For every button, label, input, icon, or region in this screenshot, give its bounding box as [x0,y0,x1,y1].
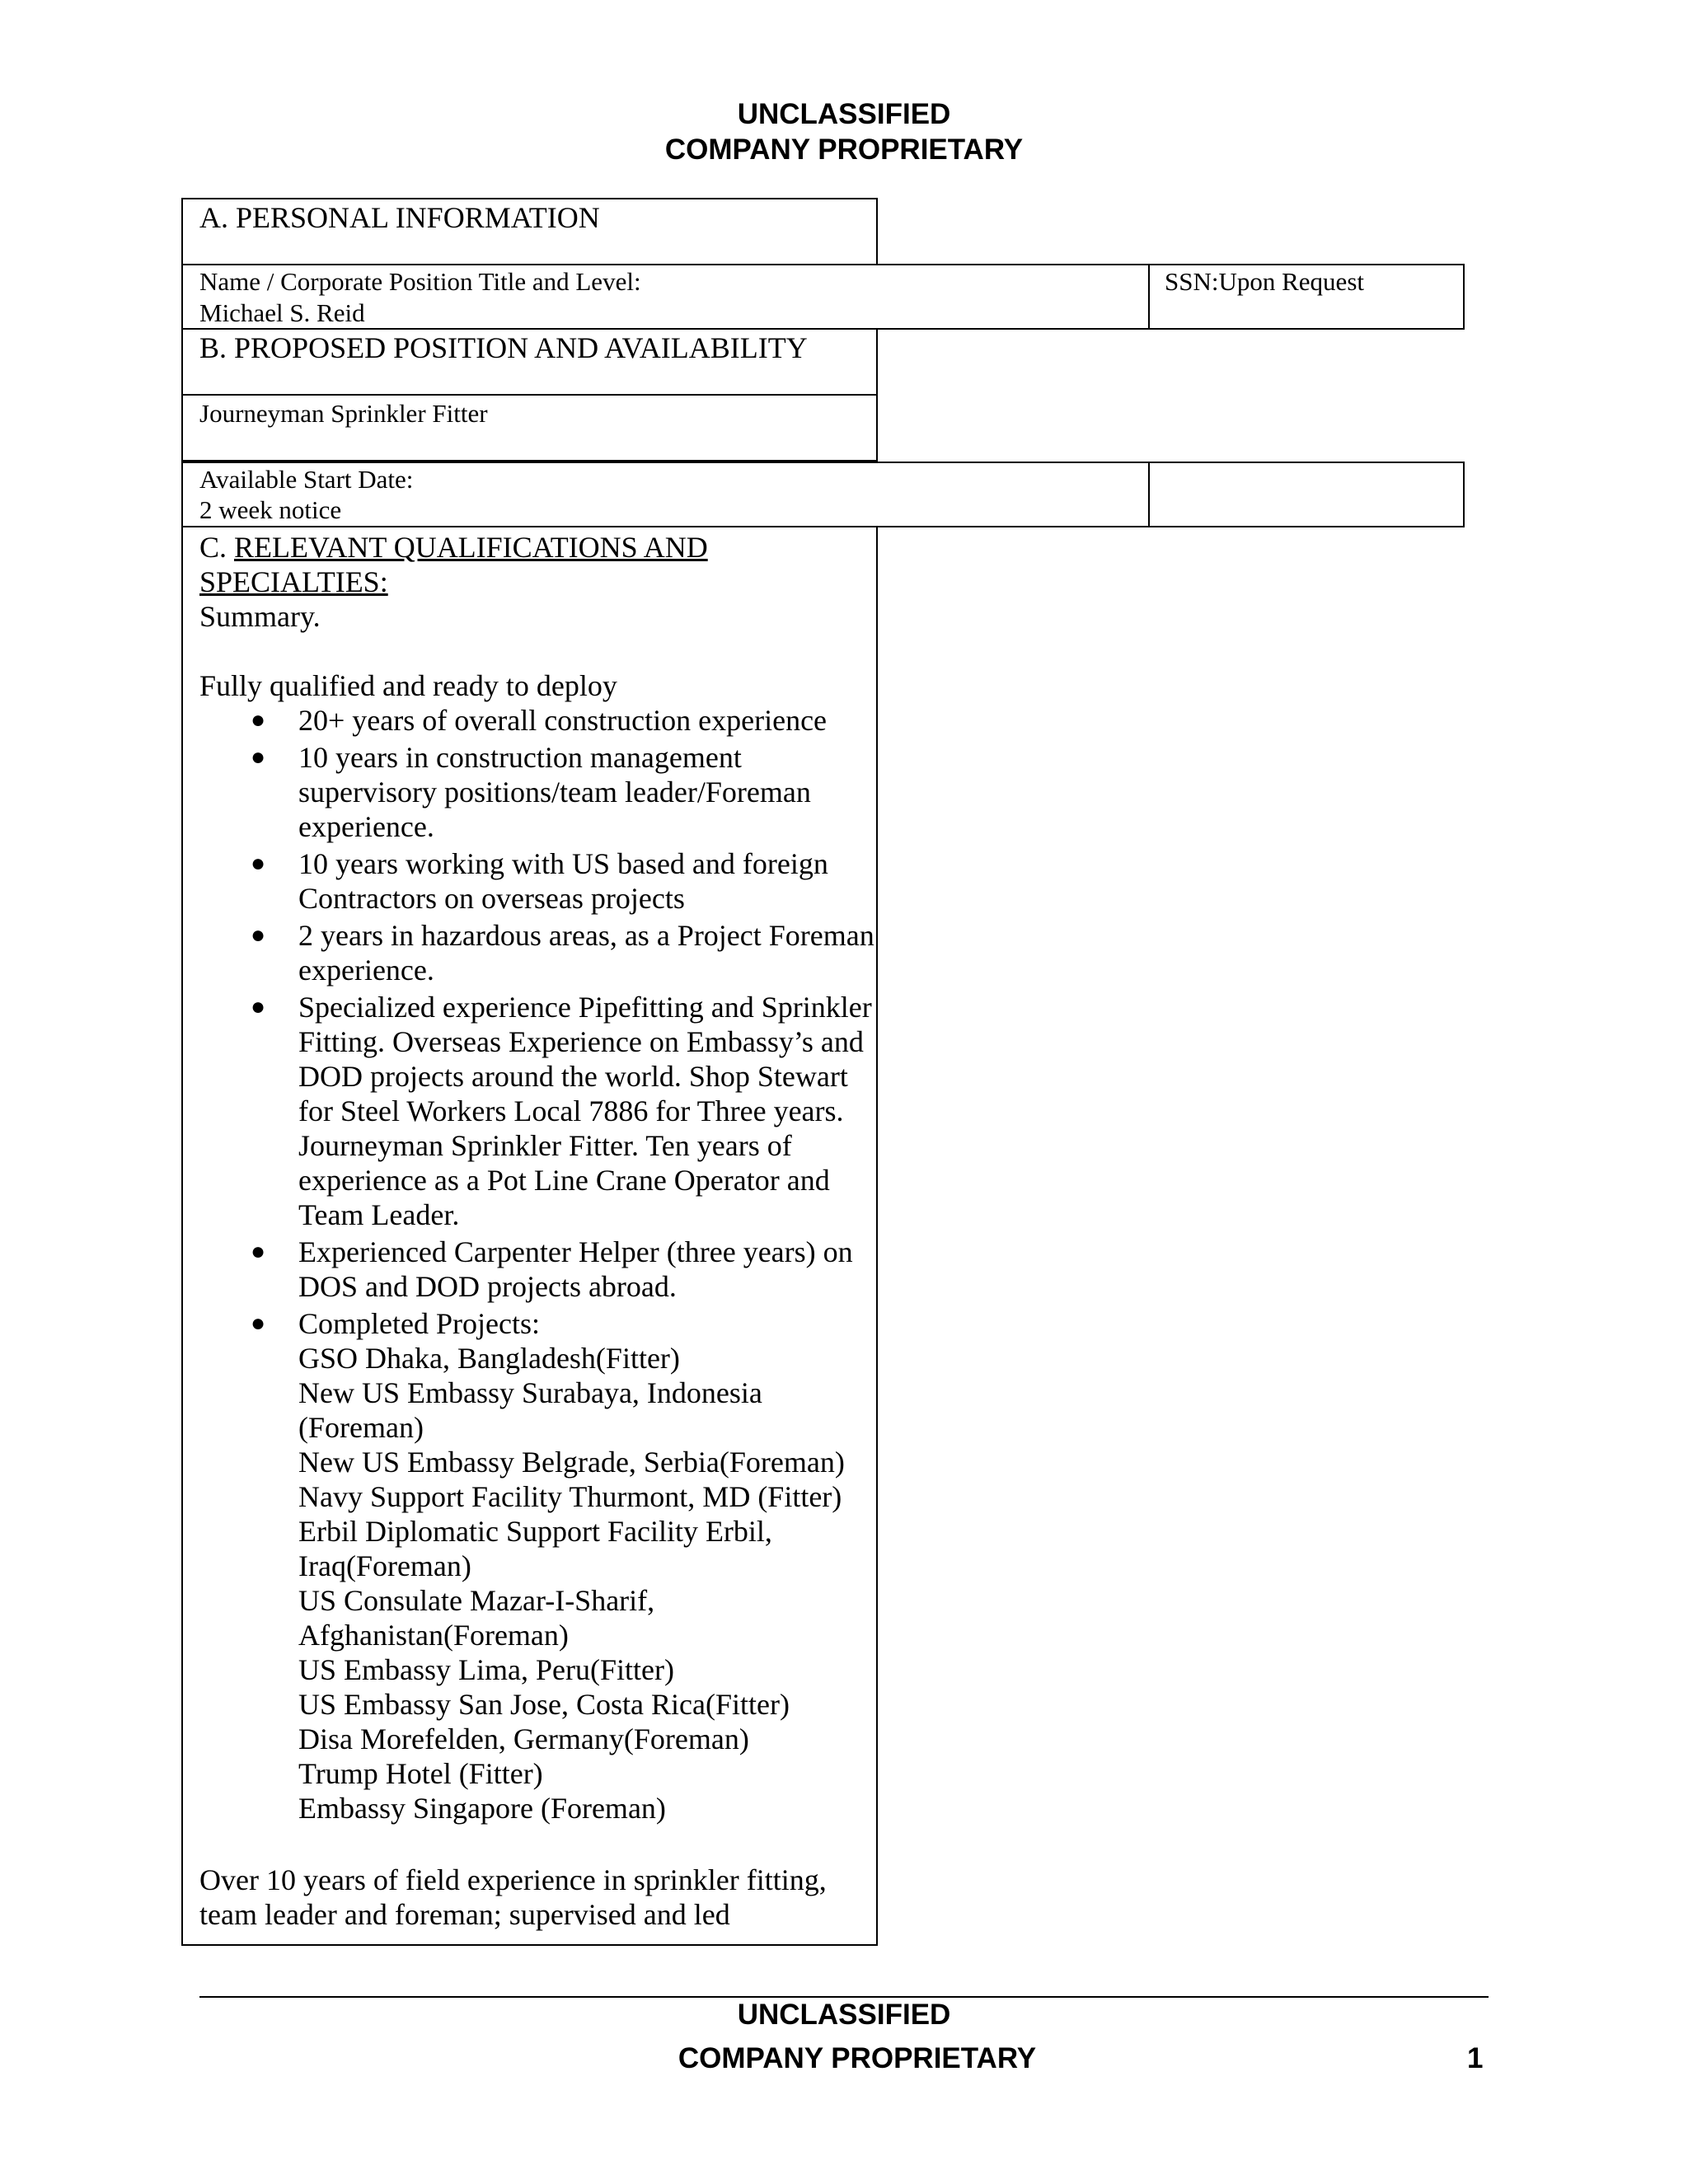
project-item: US Consulate Mazar-I-Sharif, Afghanistan(Foreman) [298,1584,655,1652]
section-a-title: A. PERSONAL INFORMATION [199,201,600,234]
summary-label: Summary. [199,600,321,633]
bullet-icon: ● [251,921,266,949]
section-c-prefix: C. [199,531,235,564]
bullet-icon: ● [251,1238,266,1265]
list-item-text: 2 years in hazardous areas, as a Project Foreman experience. [298,919,874,987]
start-date-value: 2 week notice [199,495,342,524]
spacer [199,1828,875,1863]
section-c-title-1: RELEVANT QUALIFICATIONS AND [234,531,708,564]
section-c-title-2: SPECIALTIES: [199,565,388,598]
list-item [199,846,875,916]
section-c-heading [199,530,875,599]
start-date-label: Available Start Date: [199,465,414,494]
position-value: Journeyman Sprinkler Fitter [199,399,488,428]
project-item: Trump Hotel (Fitter) [298,1757,543,1790]
footer-proprietary: COMPANY PROPRIETARY [678,2042,1037,2074]
start-date-empty-cell [1148,462,1465,527]
list-item-text: 20+ years of overall construction experience [298,704,828,737]
list-item-text: 10 years working with US based and foreign Contractors on overseas projects [298,847,828,915]
bullet-icon: ● [251,993,266,1020]
name-value: Michael S. Reid [199,298,365,327]
list-item-text: 10 years in construction management supervisory positions/team leader/Foreman experience. [298,741,811,843]
bullet-icon: ● [251,706,266,733]
project-item: GSO Dhaka, Bangladesh(Fitter) [298,1342,680,1375]
project-item: Erbil Diplomatic Support Facility Erbil, Iraq(Foreman) [298,1515,772,1582]
project-item: Embassy Singapore (Foreman) [298,1792,666,1825]
header-proprietary: COMPANY PROPRIETARY [664,134,1024,166]
list-item [199,1306,875,1825]
list-item [199,703,875,738]
project-item: New US Embassy Surabaya, Indonesia (Foreman) [298,1376,762,1444]
qualification-list [199,703,875,1825]
bullet-icon: ● [251,1310,266,1337]
page-number: 1 [1467,2042,1484,2074]
header-classification: UNCLASSIFIED [737,98,951,130]
section-c-content [199,530,875,1932]
bullet-icon: ● [251,850,266,877]
project-item: Navy Support Facility Thurmont, MD (Fitter) [298,1480,842,1513]
bullet-icon: ● [251,743,266,771]
project-item: US Embassy San Jose, Costa Rica(Fitter) [298,1688,790,1721]
list-item [199,1235,875,1304]
projects-label: Completed Projects: [298,1307,540,1340]
section-b-title: B. PROPOSED POSITION AND AVAILABILITY [199,331,808,364]
project-item: Disa Morefelden, Germany(Foreman) [298,1722,749,1755]
list-item-text: Experienced Carpenter Helper (three years) on DOS and DOD projects abroad. [298,1235,853,1303]
name-label: Name / Corporate Position Title and Level: [199,267,641,296]
footer-classification: UNCLASSIFIED [737,1999,951,2031]
closing-paragraph: Over 10 years of field experience in sprinkler fitting, team leader and foreman; supervised and led [199,1863,827,1931]
project-item: US Embassy Lima, Peru(Fitter) [298,1653,674,1686]
list-item [199,990,875,1232]
project-item: New US Embassy Belgrade, Serbia(Foreman) [298,1446,845,1479]
ssn-text: SSN:Upon Request [1165,267,1364,296]
list-item-text: Specialized experience Pipefitting and Sprinkler Fitting. Overseas Experience on Embassy’s and DOD projects around the world. Shop Stewart for Steel Workers Local 7886 for Three years. Journeyman Sprinkler Fitter. Ten years of experience as a Pot Line Crane Operator and Team Leader. [298,991,872,1231]
list-item [199,918,875,987]
summary-intro: Fully qualified and ready to deploy [199,669,617,702]
spacer [199,634,875,668]
list-item [199,740,875,844]
